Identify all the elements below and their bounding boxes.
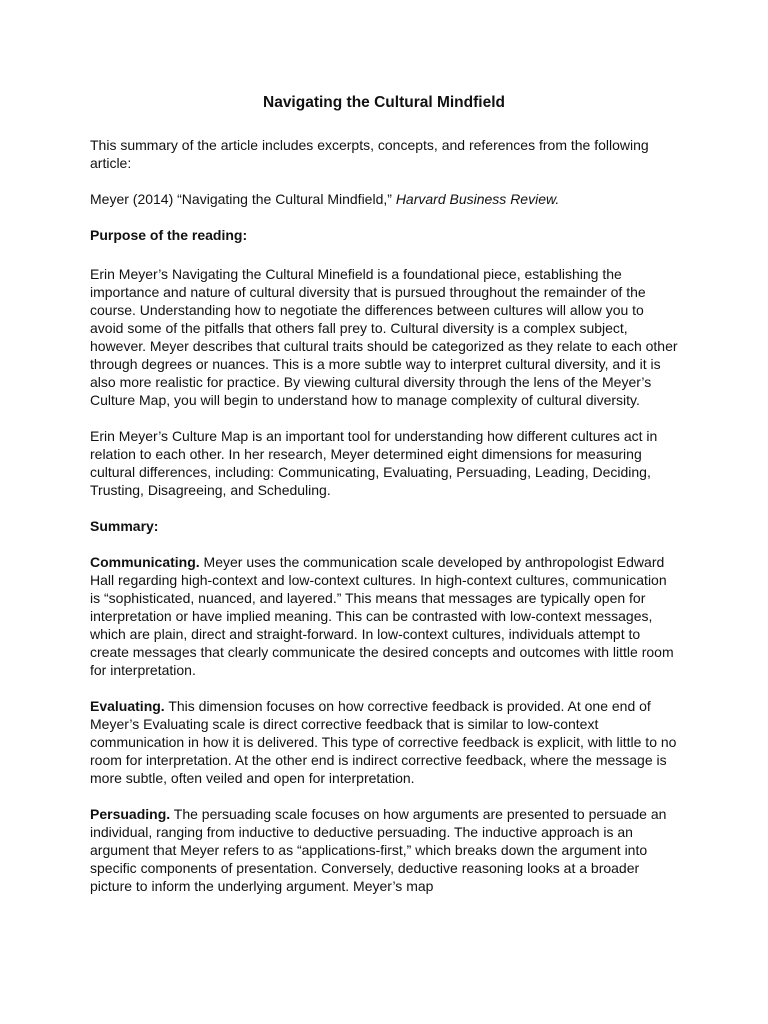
persuading-label: Persuading. xyxy=(90,806,171,822)
evaluating-text: This dimension focuses on how corrective feedback is provided. At one end of Meyer’s Evaluating scale is direct corrective feedback that is similar to low-context communication in how it is delivered. This type of corrective feedback is explicit, with little to no room for interpretation. At the other end is indirect corrective feedback, where the message is more subtle, often veiled and open for interpretation. xyxy=(90,698,677,786)
purpose-paragraph-2: Erin Meyer’s Culture Map is an important tool for understanding how different cultures act in relation to each other. In her research, Meyer determined eight dimensions for measuring cultural differences, including: Communicating, Evaluating, Persuading, Leading, Deciding, Trusting, Disagreeing, and Scheduling. xyxy=(90,428,658,498)
communicating-label: Communicating. xyxy=(90,554,200,570)
purpose-heading: Purpose of the reading: xyxy=(90,227,248,243)
communicating-paragraph xyxy=(90,553,678,679)
evaluating-label: Evaluating. xyxy=(90,698,165,714)
summary-heading: Summary: xyxy=(90,518,159,534)
persuading-paragraph xyxy=(90,805,678,895)
citation xyxy=(90,190,678,208)
purpose-paragraph-1: Erin Meyer’s Navigating the Cultural Minefield is a foundational piece, establishing the importance and nature of cultural diversity that is pursued throughout the remainder of the course. Understanding how to negotiate the differences between cultures will allow you to avoid some of the pitfalls that others fall prey to. Cultural diversity is a complex subject, however. Meyer describes that cultural traits should be categorized as they relate to each other through degrees or nuances. This is a more subtle way to interpret cultural diversity, and it is also more realistic for practice. By viewing cultural diversity through the lens of the Meyer’s Culture Map, you will begin to understand how to manage complexity of cultural diversity. xyxy=(90,266,678,408)
citation-journal: Harvard Business Review. xyxy=(395,191,560,207)
evaluating-paragraph xyxy=(90,697,678,787)
persuading-text: The persuading scale focuses on how arguments are presented to persuade an individual, ranging from inductive to deductive persuading. The inductive approach is an argument that Meyer refers to as “applications-first,” which breaks down the argument into specific components of presentation. Conversely, deductive reasoning looks at a broader picture to inform the underlying argument. Meyer’s map xyxy=(90,806,667,894)
citation-text: Meyer (2014) “Navigating the Cultural Mindfield,” xyxy=(90,191,396,207)
document-title: Navigating the Cultural Mindfield xyxy=(263,94,505,111)
intro-paragraph: This summary of the article includes excerpts, concepts, and references from the following article: xyxy=(90,137,649,171)
communicating-text: Meyer uses the communication scale developed by anthropologist Edward Hall regarding high-context and low-context cultures. In high-context cultures, communication is “sophisticated, nuanced, and layered.” This means that messages are typically open for interpretation or have implied meaning. This can be contrasted with low-context messages, which are plain, direct and straight-forward. In low-context cultures, individuals attempt to create messages that clearly communicate the desired concepts and outcomes with little room for interpretation. xyxy=(90,554,674,678)
